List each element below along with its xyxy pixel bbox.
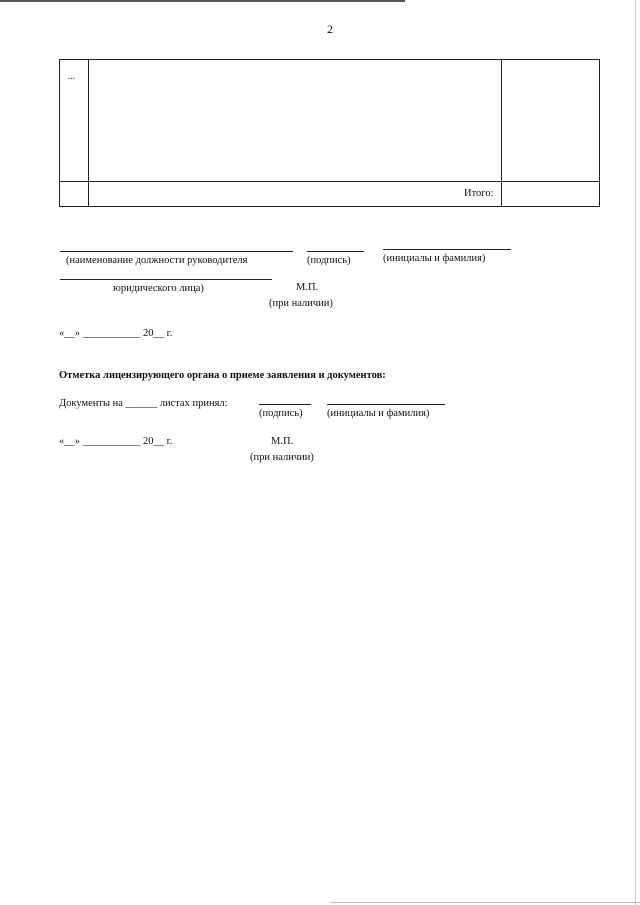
name-label: (инициалы и фамилия) (383, 253, 486, 264)
authority-stamp-note: (при наличии) (250, 452, 314, 463)
signature-label: (подпись) (307, 255, 351, 266)
page-top-edge (0, 0, 405, 2)
position-label-line2: юридического лица) (113, 283, 204, 294)
table-total-label: Итого: (464, 188, 494, 199)
authority-date: «__» ___________ 20__ г. (59, 436, 173, 447)
page-right-edge (635, 0, 636, 905)
signature-underline (307, 251, 364, 252)
page-bottom-edge (330, 902, 640, 903)
authority-stamp-label: М.П. (271, 436, 294, 447)
table-column-divider-1 (88, 60, 89, 206)
authority-signature-label: (подпись) (259, 408, 303, 419)
applicant-date: «__» ___________ 20__ г. (59, 328, 173, 339)
documents-received-text: Документы на ______ листах принял: (59, 398, 228, 409)
authority-signature-underline (259, 404, 311, 405)
stamp-label: М.П. (296, 282, 319, 293)
stamp-note: (при наличии) (269, 298, 333, 309)
items-table (59, 59, 600, 207)
table-column-divider-2 (501, 60, 502, 206)
position-underline-2 (60, 279, 272, 280)
name-underline (383, 249, 511, 250)
table-row-divider (60, 181, 599, 182)
authority-heading: Отметка лицензирующего органа о приеме заявления и документов: (59, 370, 386, 381)
table-ellipsis: ... (68, 71, 75, 81)
authority-name-underline (327, 404, 445, 405)
position-label-line1: (наименование должности руководителя (66, 255, 248, 266)
position-underline (60, 251, 293, 252)
authority-name-label: (инициалы и фамилия) (327, 408, 430, 419)
page-number: 2 (327, 22, 333, 36)
